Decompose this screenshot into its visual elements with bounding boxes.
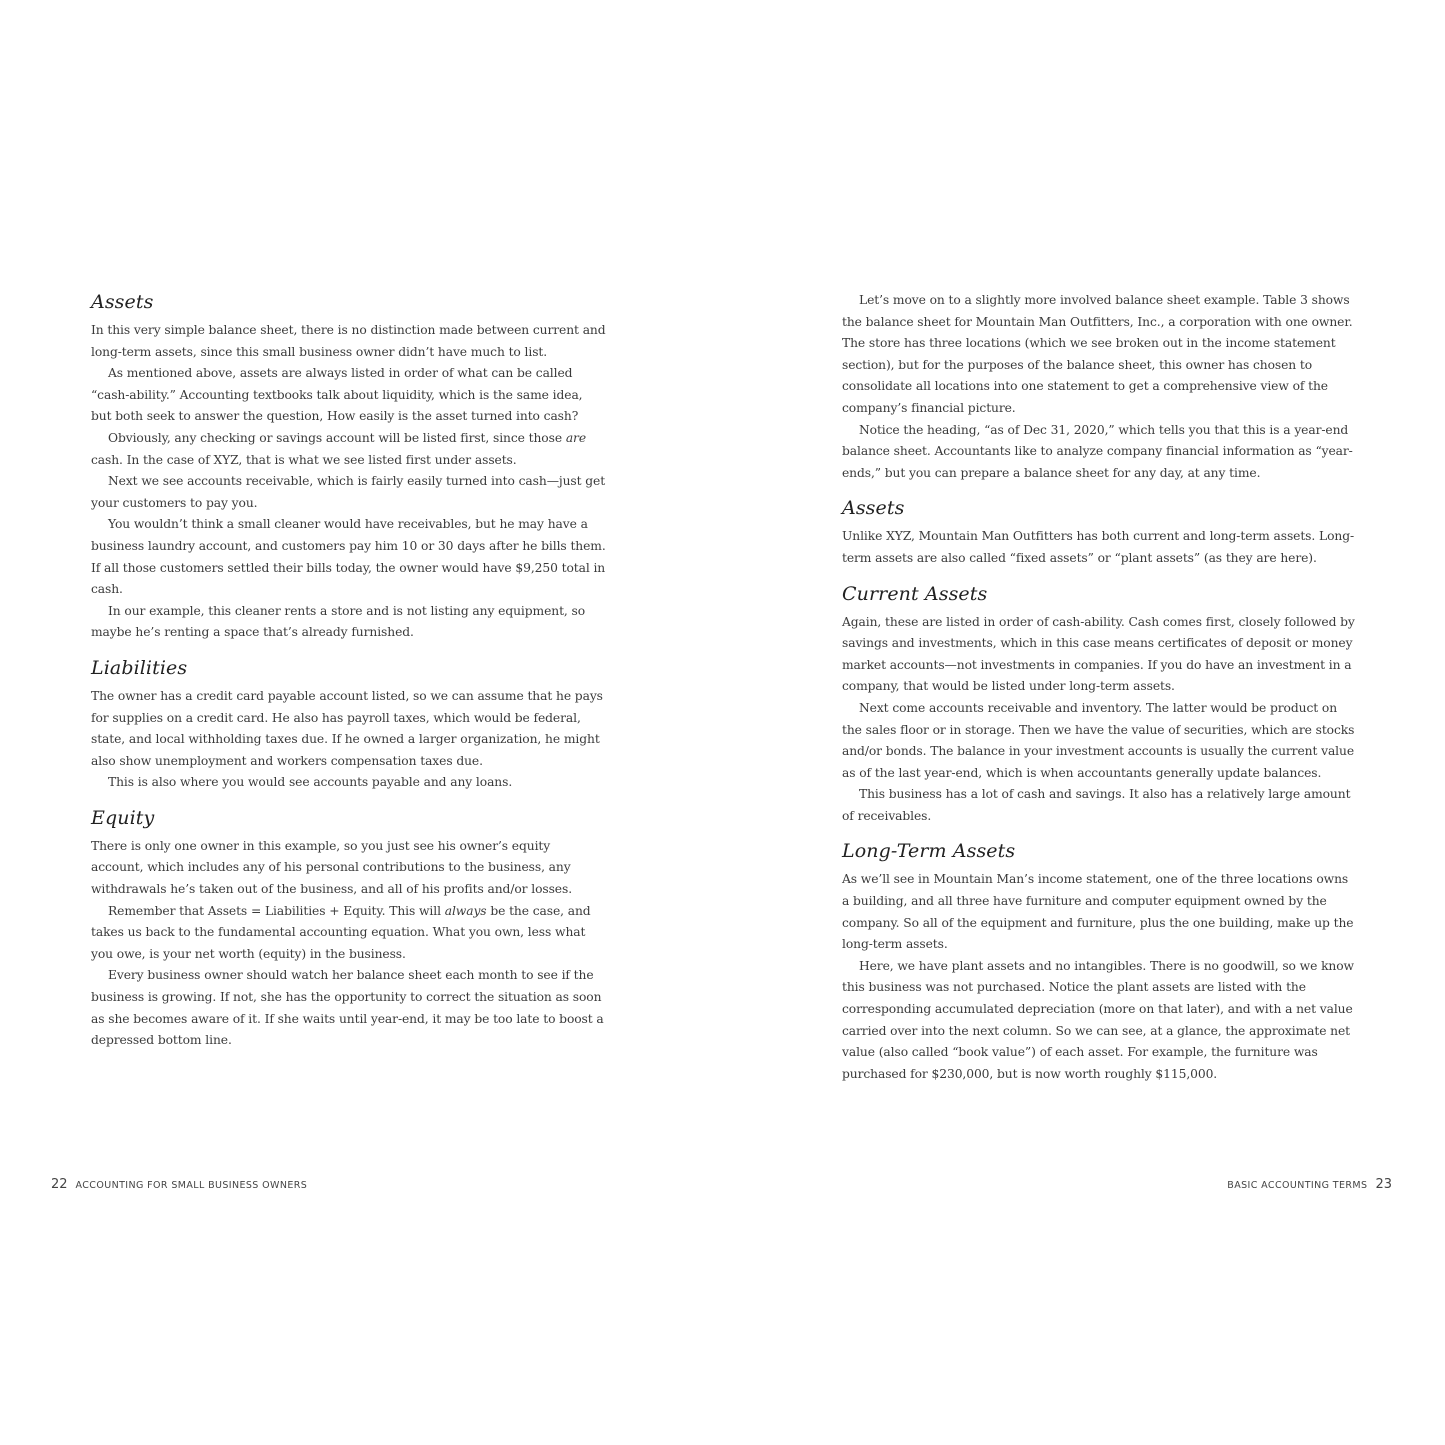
paragraph: In this very simple balance sheet, there is no distinction made between current and long-term assets, since this small business owner didn’t have much to list. [91,323,606,359]
paragraph: In our example, this cleaner rents a store and is not listing any equipment, so maybe he’s renting a space that’s already furnished. [91,603,586,640]
section-liabilities [91,655,606,794]
paragraph: Unlike XYZ, Mountain Man Outfitters has both current and long-term assets. Long-term assets are also called “fixed assets” or “plant assets” (as they are here). [842,529,1355,565]
paragraph-text: be the case, and takes us back to the fundamental accounting equation. What you own, less what you owe, is your net worth (equity) in the business. [91,903,591,961]
paragraph: As mentioned above, assets are always listed in order of what can be called “cash-ability.” Accounting textbooks talk about liquidity, which is the same idea, but both seek to answer the question, How easily is the asset turned into cash? [91,366,583,424]
paragraph: Again, these are listed in order of cash-ability. Cash comes first, closely followed by savings and investments, which in this case means certificates of deposit or money market accounts—not investments in companies. If you do have an investment in a company, that would be listed under long-term assets. [842,614,1355,694]
section-heading: Liabilities [91,656,188,679]
left-text-column [91,289,606,1063]
right-page-footer [1227,1173,1392,1192]
paragraph: This business has a lot of cash and savings. It also has a relatively large amount of receivables. [842,787,1351,823]
paragraph-text: Remember that Assets = Liabilities + Equity. This will [108,903,445,918]
paragraph: Every business owner should watch her balance sheet each month to see if the business is growing. If not, she has the opportunity to correct the situation as soon as she becomes aware of it. If she waits until year-end, it may be too late to boost a depressed bottom line. [91,968,604,1048]
paragraph: Notice the heading, “as of Dec 31, 2020,” which tells you that this is a year-end balance sheet. Accountants like to analyze company financial information as “year-ends,” but you can prepare a balance sheet for any day, at any time. [842,422,1353,480]
paragraph: As we’ll see in Mountain Man’s income statement, one of the three locations owns a building, and all three have furniture and computer equipment owned by the company. So all of the equipment and furniture, plus the one building, make up the long-term assets. [842,872,1354,952]
section-heading: Current Assets [842,582,988,605]
paragraph-text: Obviously, any checking or savings account will be listed first, since those [108,430,566,445]
left-page-footer [51,1173,307,1192]
paragraph: This is also where you would see accounts payable and any loans. [108,775,513,790]
paragraph: You wouldn’t think a small cleaner would have receivables, but he may have a business laundry account, and customers pay him 10 or 30 days after he bills them. If all those customers settled their bills today, the owner would have $9,250 total in cash. [91,517,606,597]
paragraph: There is only one owner in this example, so you just see his owner’s equity account, which includes any of his personal contributions to the business, any withdrawals he’s taken out of the business, and all of his profits and/or losses. [91,838,573,897]
paragraph: Next we see accounts receivable, which is fairly easily turned into cash—just get your customers to pay you. [91,474,606,510]
section-assets [91,289,606,644]
right-page [723,0,1445,1445]
page-number: 22 [51,1177,68,1192]
section-equity [91,805,606,1052]
page-number: 23 [1375,1177,1392,1192]
paragraph-text: cash. In the case of XYZ, that is what we see listed first under assets. [91,452,517,467]
section-assets [842,495,1357,569]
running-head: BASIC ACCOUNTING TERMS [1227,1180,1368,1191]
paragraph: Let’s move on to a slightly more involved balance sheet example. Table 3 shows the balance sheet for Mountain Man Outfitters, Inc., a corporation with one owner. The store has three locations (which we see broken out in the income statement section), but for the purposes of the balance sheet, this owner has chosen to consolidate all locations into one statement to get a comprehensive view of the company’s financial picture. [842,293,1353,415]
section-heading: Long-Term Assets [842,840,1016,863]
section-current-assets [842,581,1357,828]
left-page [0,0,722,1445]
paragraph: Next come accounts receivable and inventory. The latter would be product on the sales floor or in storage. Then we have the value of securities, which are stocks and/or bonds. The balance in your investment accounts is usually the current value as of the last year-end, which is when accountants generally update balances. [842,700,1355,780]
section-long-term-assets [842,838,1357,1085]
right-text-column [842,290,1357,1096]
section-intro [842,290,1357,484]
paragraph [91,901,606,966]
paragraph: The owner has a credit card payable account listed, so we can assume that he pays for supplies on a credit card. He also has payroll taxes, which would be federal, state, and local withholding taxes due. If he owned a larger organization, he might also show unemployment and workers compensation taxes due. [91,688,603,768]
section-heading: Assets [842,497,905,520]
paragraph: Here, we have plant assets and no intangibles. There is no goodwill, so we know this business was not purchased. Notice the plant assets are listed with the corresponding accumulated depreciation (more on that later), and with a net value carried over into the next column. So we can see, at a glance, the approximate net value (also called “book value”) of each asset. For example, the furniture was purchased for $230,000, but is now worth roughly $115,000. [842,958,1354,1081]
section-heading: Assets [91,291,154,313]
paragraph [91,428,606,471]
section-heading: Equity [91,806,155,829]
running-head: ACCOUNTING FOR SMALL BUSINESS OWNERS [75,1180,308,1191]
emphasis: are [565,430,586,445]
emphasis: always [444,903,487,918]
